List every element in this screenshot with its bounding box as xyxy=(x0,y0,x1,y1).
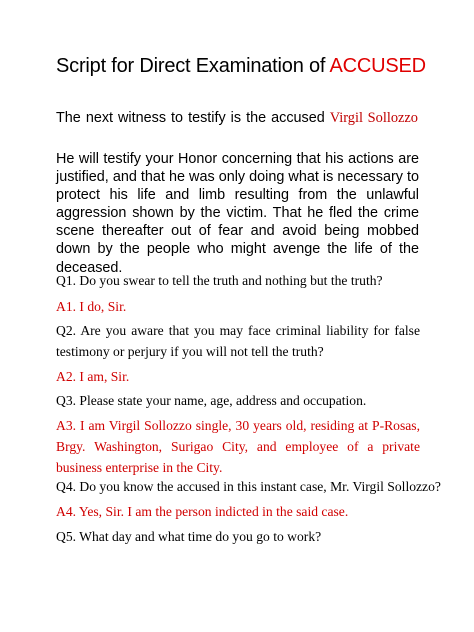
question-4: Q4. Do you know the accused in this instant case, Mr. Virgil Sollozzo? xyxy=(56,479,441,494)
question-1: Q1. Do you swear to tell the truth and nothing but the truth? xyxy=(56,273,383,288)
title-text: Script for Direct Examination of xyxy=(56,55,330,77)
answer-2: A2. I am, Sir. xyxy=(56,369,130,384)
question-3: Q3. Please state your name, age, address and occupation. xyxy=(56,393,367,408)
intro-line xyxy=(56,109,418,127)
witness-name: Virgil Sollozzo xyxy=(329,110,418,126)
question-5: Q5. What day and what time do you go to work? xyxy=(56,529,322,544)
answer-4: A4. Yes, Sir. I am the person indicted in the said case. xyxy=(56,504,349,519)
title-accent: ACCUSED xyxy=(329,55,426,77)
intro-text: The next witness to testify is the accused xyxy=(56,110,330,126)
answer-3: A3. I am Virgil Sollozzo single, 30 years old, residing at P-Rosas, Brgy. Washington, Surigao City, and employee of a private business enterprise in the City. xyxy=(56,418,420,475)
document-title xyxy=(56,55,436,78)
question-2: Q2. Are you aware that you may face criminal liability for false testimony or perjury if you will not tell the truth? xyxy=(56,323,420,359)
testimony-summary: He will testify your Honor concerning that his actions are justified, and that he was only doing what is necessary to protect his life and limb resulting from the unlawful aggression shown by the victim. That he fled the crime scene thereafter out of fear and avoid being mobbed down by the people who might avenge the life of the deceased. xyxy=(56,151,419,276)
answer-1: A1. I do, Sir. xyxy=(56,299,127,314)
